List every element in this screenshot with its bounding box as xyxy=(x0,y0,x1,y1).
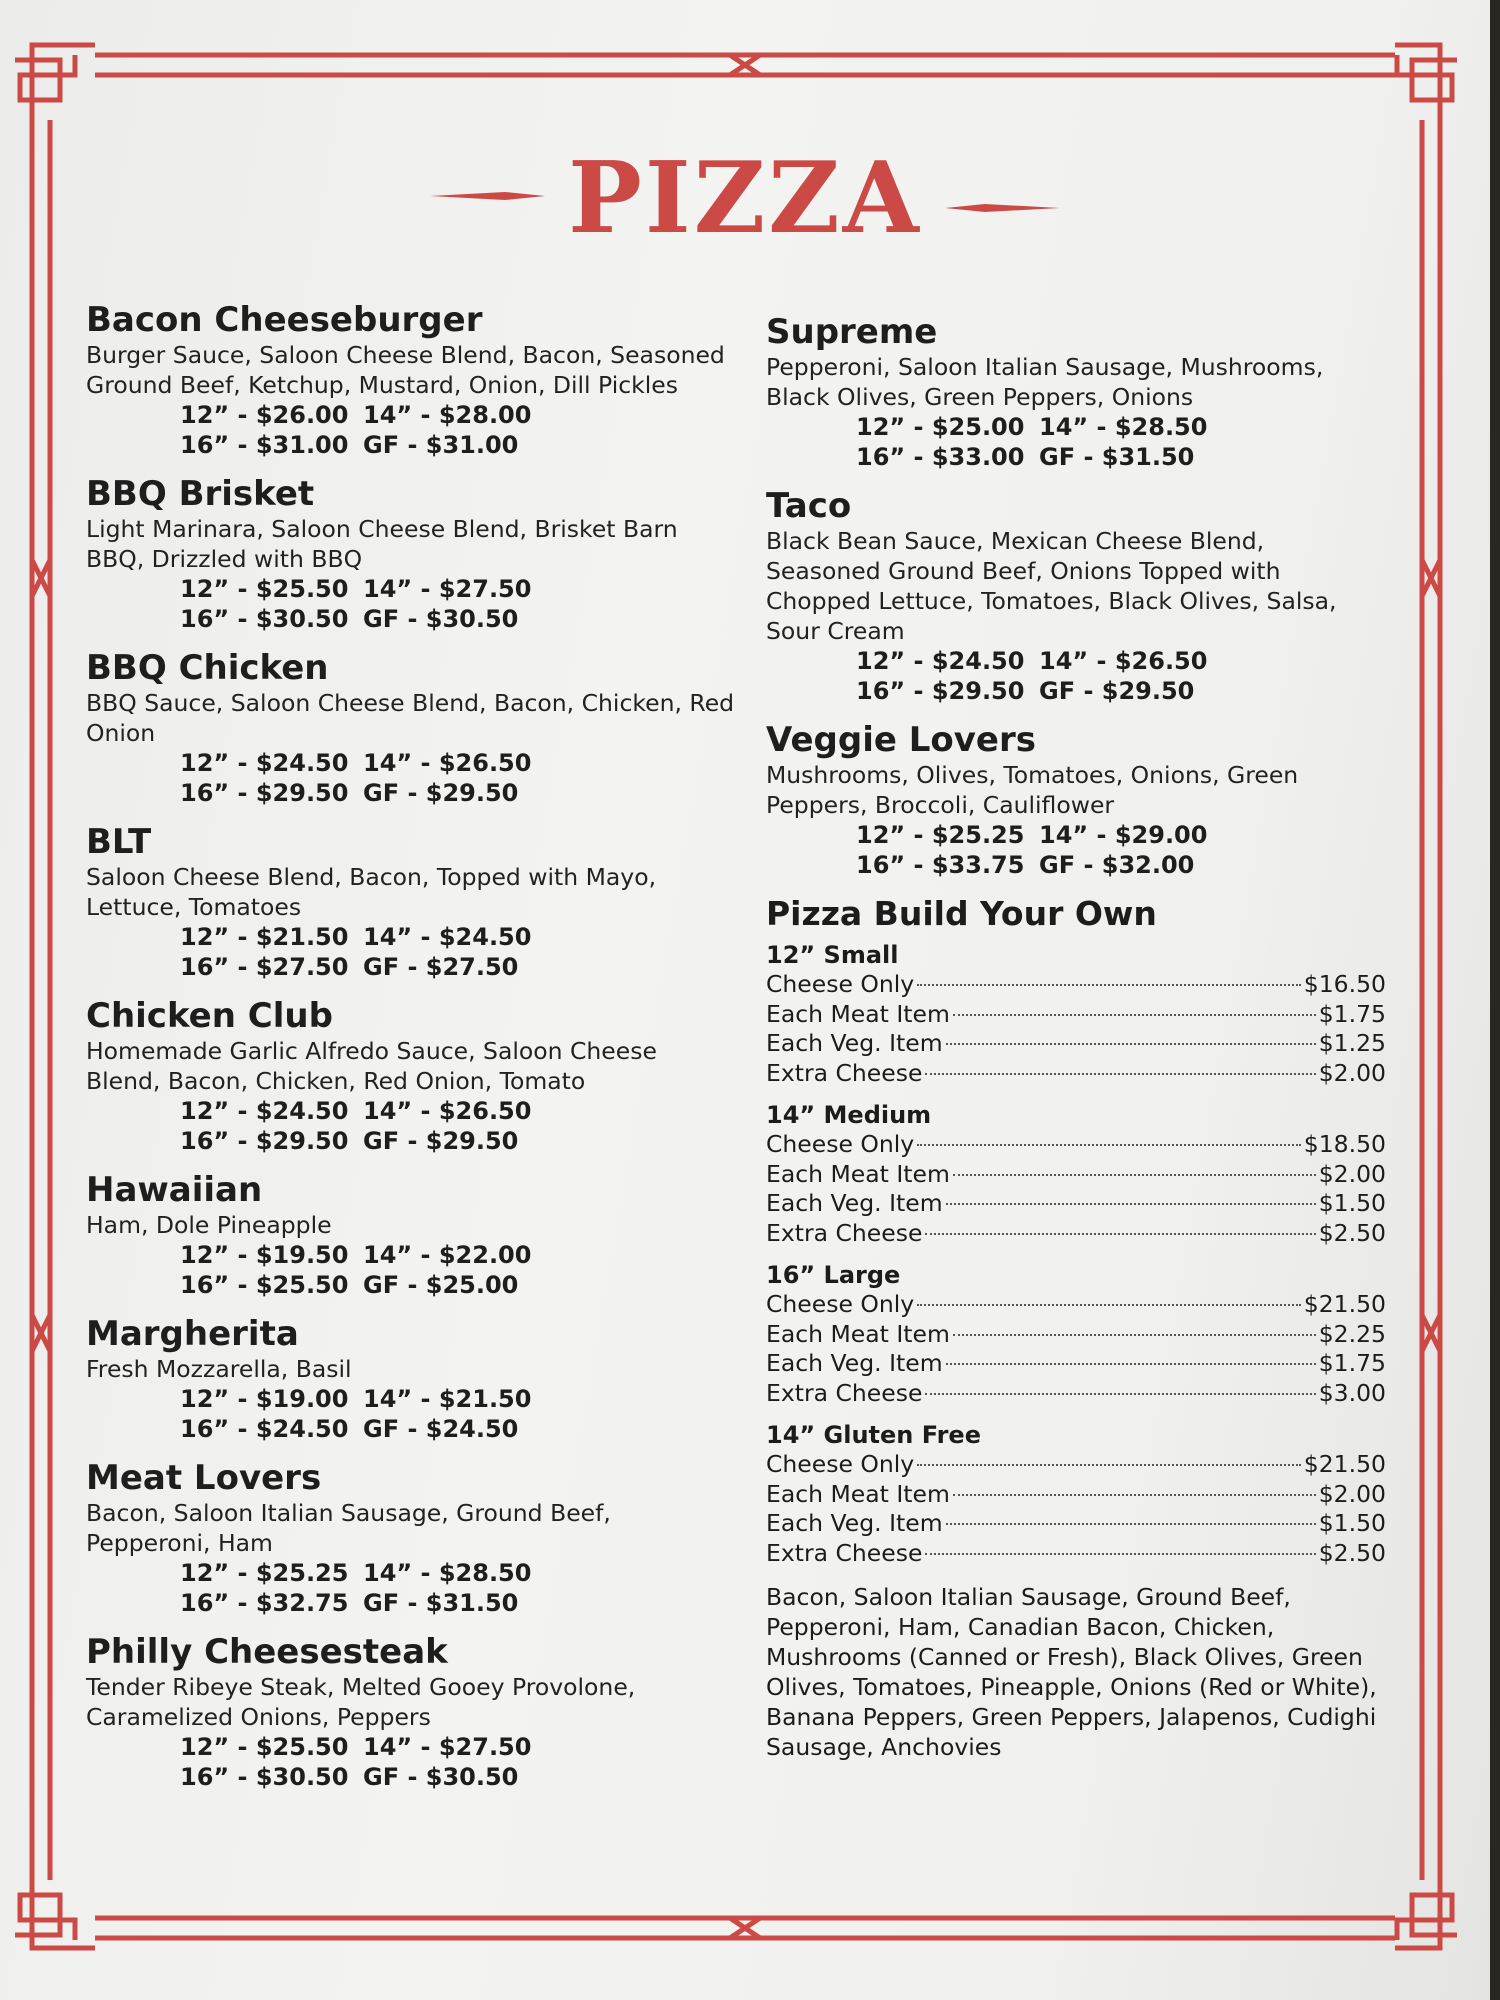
price: 12” - $25.50 xyxy=(180,575,349,603)
item-label: Extra Cheese xyxy=(766,1058,923,1087)
dot-leader xyxy=(953,1494,1316,1496)
dot-leader xyxy=(946,1203,1316,1205)
left-column xyxy=(86,300,736,1806)
pizza-name: Supreme xyxy=(766,312,938,352)
price-row xyxy=(86,400,736,430)
pizza-name: BLT xyxy=(86,822,152,862)
price-row xyxy=(86,1558,736,1588)
menu-item xyxy=(766,720,1386,880)
price-line xyxy=(766,1219,1386,1249)
price-row xyxy=(86,1126,736,1156)
price: 16” - $25.50 xyxy=(180,1271,349,1299)
size-heading: 14” Medium xyxy=(766,1101,932,1129)
price-row xyxy=(86,1732,736,1762)
pizza-description: Burger Sauce, Saloon Cheese Blend, Bacon, Seasoned Ground Beef, Ketchup, Mustard, Onion, Dill Pickles xyxy=(86,341,725,399)
menu-item xyxy=(86,996,736,1156)
menu-item xyxy=(86,1314,736,1444)
price: 16” - $29.50 xyxy=(180,779,349,807)
pizza-description: Fresh Mozzarella, Basil xyxy=(86,1355,352,1383)
price: 16” - $33.00 xyxy=(856,443,1025,471)
item-price: $2.50 xyxy=(1318,1218,1386,1247)
price-row xyxy=(86,1270,736,1300)
item-label: Extra Cheese xyxy=(766,1218,923,1247)
pizza-name: BBQ Brisket xyxy=(86,474,315,514)
item-label: Cheese Only xyxy=(766,970,915,998)
price-row xyxy=(86,1384,736,1414)
price-row xyxy=(86,1588,736,1618)
price-line xyxy=(766,1059,1386,1089)
item-price: $2.25 xyxy=(1318,1319,1386,1348)
item-price: $21.50 xyxy=(1303,1290,1386,1318)
price-line xyxy=(766,970,1386,1000)
item-price: $21.50 xyxy=(1303,1450,1386,1478)
dot-leader xyxy=(946,1363,1316,1365)
price: 14” - $29.00 xyxy=(1039,821,1208,849)
pizza-description: Black Bean Sauce, Mexican Cheese Blend, Seasoned Ground Beef, Onions Topped with Chopped Lettuce, Tomatoes, Black Olives, Salsa, Sour Cream xyxy=(766,527,1337,645)
menu-item xyxy=(86,1632,736,1792)
price: 12” - $26.00 xyxy=(180,401,349,429)
pizza-description: Homemade Garlic Alfredo Sauce, Saloon Cheese Blend, Bacon, Chicken, Red Onion, Tomato xyxy=(86,1037,657,1095)
dot-leader xyxy=(925,1393,1315,1395)
price: GF - $29.50 xyxy=(1039,677,1195,705)
pizza-description: Mushrooms, Olives, Tomatoes, Onions, Green Peppers, Broccoli, Cauliflower xyxy=(766,761,1299,819)
menu-item xyxy=(766,486,1386,706)
item-price: $2.00 xyxy=(1318,1058,1386,1087)
price: 12” - $25.25 xyxy=(856,821,1025,849)
pizza-name: Taco xyxy=(766,486,852,526)
item-price: $18.50 xyxy=(1303,1130,1386,1158)
item-label: Each Meat Item xyxy=(766,1159,950,1188)
price-row xyxy=(86,952,736,982)
price: GF - $30.50 xyxy=(363,1763,519,1791)
price-line xyxy=(766,1349,1386,1379)
item-label: Each Meat Item xyxy=(766,1479,950,1508)
pizza-name: Meat Lovers xyxy=(86,1458,322,1498)
pizza-description: Pepperoni, Saloon Italian Sausage, Mushrooms, Black Olives, Green Peppers, Onions xyxy=(766,353,1324,411)
pizza-description: BBQ Sauce, Saloon Cheese Blend, Bacon, Chicken, Red Onion xyxy=(86,689,735,747)
dot-leader xyxy=(946,1043,1316,1045)
pizza-name: BBQ Chicken xyxy=(86,648,329,688)
price: 16” - $29.50 xyxy=(856,677,1025,705)
page-title: PIZZA xyxy=(568,141,922,256)
item-label: Cheese Only xyxy=(766,1290,915,1318)
item-price: $2.50 xyxy=(1318,1538,1386,1567)
price-line xyxy=(766,1480,1386,1510)
item-label: Each Veg. Item xyxy=(766,1509,943,1537)
price: 16” - $33.75 xyxy=(856,851,1025,879)
price: GF - $31.50 xyxy=(1039,443,1195,471)
dot-leader xyxy=(917,1304,1301,1306)
price: 14” - $26.50 xyxy=(363,749,532,777)
price: 14” - $26.50 xyxy=(363,1097,532,1125)
item-label: Cheese Only xyxy=(766,1450,915,1478)
dot-leader xyxy=(953,1014,1316,1016)
price: 12” - $21.50 xyxy=(180,923,349,951)
dot-leader xyxy=(925,1073,1315,1075)
price: GF - $31.50 xyxy=(363,1589,519,1617)
price-line xyxy=(766,1379,1386,1409)
item-label: Each Veg. Item xyxy=(766,1189,943,1217)
price: 16” - $32.75 xyxy=(180,1589,349,1617)
right-column xyxy=(766,312,1386,1762)
item-price: $1.50 xyxy=(1318,1509,1386,1537)
item-label: Extra Cheese xyxy=(766,1538,923,1567)
price-row xyxy=(766,850,1386,880)
price: 16” - $27.50 xyxy=(180,953,349,981)
price: 12” - $25.25 xyxy=(180,1559,349,1587)
dot-leader xyxy=(925,1553,1315,1555)
price: 12” - $19.50 xyxy=(180,1241,349,1269)
price: GF - $24.50 xyxy=(363,1415,519,1443)
price-line xyxy=(766,1320,1386,1350)
pizza-name: Chicken Club xyxy=(86,996,333,1036)
menu-item xyxy=(86,474,736,634)
price: GF - $31.00 xyxy=(363,431,519,459)
price-line xyxy=(766,1509,1386,1539)
menu-item xyxy=(86,1458,736,1618)
toppings-list: Bacon, Saloon Italian Sausage, Ground Beef, Pepperoni, Ham, Canadian Bacon, Chicken, Mushrooms (Canned or Fresh), Black Olives, Green Olives, Tomatoes, Pineapple, Onions (Red or White), Banana Peppers, Green Peppers, Jalapenos, Cudighi Sausage, Anchovies xyxy=(766,1583,1377,1761)
dot-leader xyxy=(917,1144,1301,1146)
price: 14” - $22.00 xyxy=(363,1241,532,1269)
item-price: $1.25 xyxy=(1318,1029,1386,1057)
price-row xyxy=(86,748,736,778)
price-row xyxy=(86,574,736,604)
pizza-description: Bacon, Saloon Italian Sausage, Ground Beef, Pepperoni, Ham xyxy=(86,1499,611,1557)
price: 14” - $27.50 xyxy=(363,1733,532,1761)
price: 14” - $21.50 xyxy=(363,1385,532,1413)
pizza-description: Saloon Cheese Blend, Bacon, Topped with Mayo, Lettuce, Tomatoes xyxy=(86,863,657,921)
menu-item xyxy=(86,1170,736,1300)
price-row xyxy=(766,820,1386,850)
price: 14” - $27.50 xyxy=(363,575,532,603)
price-line xyxy=(766,1450,1386,1480)
price: 14” - $28.50 xyxy=(1039,413,1208,441)
dot-leader xyxy=(925,1233,1315,1235)
dot-leader xyxy=(953,1174,1316,1176)
menu-item xyxy=(766,312,1386,472)
price-row xyxy=(86,1240,736,1270)
size-heading: 16” Large xyxy=(766,1261,901,1289)
price: 12” - $19.00 xyxy=(180,1385,349,1413)
item-price: $2.00 xyxy=(1318,1479,1386,1508)
menu-item xyxy=(86,300,736,460)
pizza-description: Ham, Dole Pineapple xyxy=(86,1211,332,1239)
item-label: Each Veg. Item xyxy=(766,1349,943,1377)
size-group xyxy=(766,1100,1386,1248)
price-line xyxy=(766,1160,1386,1190)
item-label: Each Meat Item xyxy=(766,1319,950,1348)
price: GF - $29.50 xyxy=(363,1127,519,1155)
price-row xyxy=(86,1414,736,1444)
price: GF - $27.50 xyxy=(363,953,519,981)
menu-item xyxy=(86,648,736,808)
price-row xyxy=(766,442,1386,472)
item-price: $16.50 xyxy=(1303,970,1386,998)
item-price: $3.00 xyxy=(1318,1378,1386,1407)
price-row xyxy=(86,1096,736,1126)
price-row xyxy=(766,412,1386,442)
price-line xyxy=(766,1189,1386,1219)
price-row xyxy=(86,922,736,952)
price-line xyxy=(766,1000,1386,1030)
menu-item xyxy=(86,822,736,982)
price-row xyxy=(86,430,736,460)
price-line xyxy=(766,1290,1386,1320)
price: 14” - $26.50 xyxy=(1039,647,1208,675)
price: GF - $29.50 xyxy=(363,779,519,807)
price: 16” - $24.50 xyxy=(180,1415,349,1443)
price: 14” - $28.50 xyxy=(363,1559,532,1587)
item-price: $1.75 xyxy=(1318,999,1386,1028)
pizza-description: Light Marinara, Saloon Cheese Blend, Brisket Barn BBQ, Drizzled with BBQ xyxy=(86,515,678,573)
pizza-name: Philly Cheesesteak xyxy=(86,1632,448,1672)
price-line xyxy=(766,1539,1386,1569)
price: 16” - $30.50 xyxy=(180,605,349,633)
size-group xyxy=(766,940,1386,1088)
price: 12” - $25.00 xyxy=(856,413,1025,441)
price-row xyxy=(766,676,1386,706)
price: 12” - $24.50 xyxy=(180,749,349,777)
pizza-name: Bacon Cheeseburger xyxy=(86,300,483,340)
price: 12” - $24.50 xyxy=(856,647,1025,675)
size-heading: 12” Small xyxy=(766,941,899,969)
item-price: $1.75 xyxy=(1318,1349,1386,1377)
dot-leader xyxy=(917,1464,1301,1466)
price: 14” - $28.00 xyxy=(363,401,532,429)
price: GF - $25.00 xyxy=(363,1271,519,1299)
item-label: Cheese Only xyxy=(766,1130,915,1158)
price: 12” - $25.50 xyxy=(180,1733,349,1761)
price-row xyxy=(86,604,736,634)
price-row xyxy=(86,778,736,808)
item-price: $2.00 xyxy=(1318,1159,1386,1188)
dot-leader xyxy=(946,1523,1316,1525)
price: 16” - $29.50 xyxy=(180,1127,349,1155)
dot-leader xyxy=(953,1334,1316,1336)
item-price: $1.50 xyxy=(1318,1189,1386,1217)
price-row xyxy=(86,1762,736,1792)
price-line xyxy=(766,1029,1386,1059)
pizza-name: Margherita xyxy=(86,1314,299,1354)
item-label: Each Meat Item xyxy=(766,999,950,1028)
price-row xyxy=(766,646,1386,676)
dot-leader xyxy=(917,984,1301,986)
build-your-own-title: Pizza Build Your Own xyxy=(766,894,1157,933)
price: 16” - $30.50 xyxy=(180,1763,349,1791)
pizza-name: Hawaiian xyxy=(86,1170,263,1210)
build-your-own-section xyxy=(766,894,1386,1762)
pizza-name: Veggie Lovers xyxy=(766,720,1036,760)
item-label: Each Veg. Item xyxy=(766,1029,943,1057)
price: GF - $30.50 xyxy=(363,605,519,633)
item-label: Extra Cheese xyxy=(766,1378,923,1407)
pizza-description: Tender Ribeye Steak, Melted Gooey Provolone, Caramelized Onions, Peppers xyxy=(86,1673,636,1731)
size-heading: 14” Gluten Free xyxy=(766,1421,981,1449)
price: 14” - $24.50 xyxy=(363,923,532,951)
size-group xyxy=(766,1260,1386,1408)
price: GF - $32.00 xyxy=(1039,851,1195,879)
price: 12” - $24.50 xyxy=(180,1097,349,1125)
price-line xyxy=(766,1130,1386,1160)
price: 16” - $31.00 xyxy=(180,431,349,459)
size-group xyxy=(766,1420,1386,1568)
